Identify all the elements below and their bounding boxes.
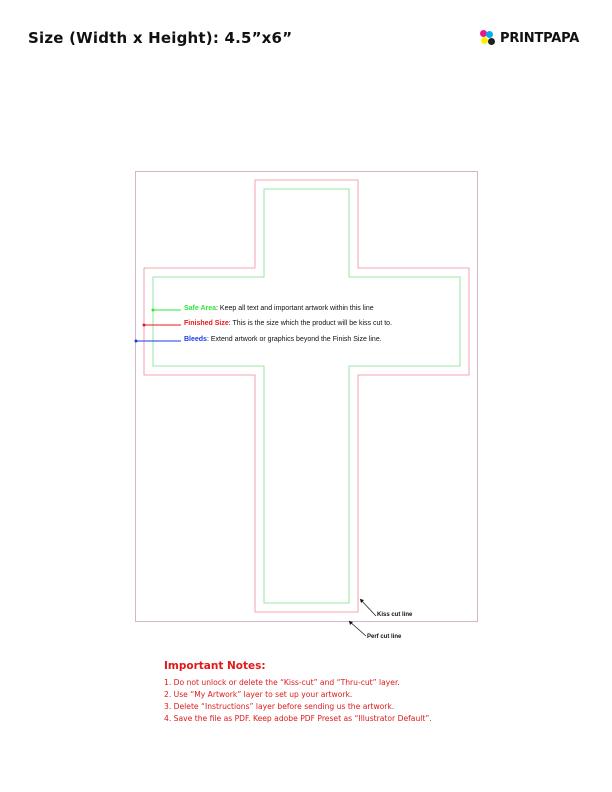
finished-size-label: Finished Size [184, 320, 229, 327]
bleeds-arrow-dot [135, 340, 138, 343]
kiss-cut-label: Kiss cut line [377, 612, 413, 618]
safe-area-legend [184, 305, 374, 312]
logo-wordmark: PRINTPAPA [500, 30, 580, 46]
perf-cut-rect [136, 172, 478, 622]
finished-size-legend [184, 320, 392, 327]
note-item: 2. Use “My Artwork” layer to set up your artwork. [164, 690, 353, 699]
safe-area-outline [153, 189, 460, 603]
safe-area-arrow-dot [152, 309, 155, 312]
finished-size-outline [144, 180, 469, 612]
important-notes [164, 660, 432, 725]
note-item: 1. Do not unlock or delete the “Kiss-cut” and “Thru-cut” layer. [164, 678, 400, 687]
bleeds-description: : Extend artwork or graphics beyond the Finish Size line. [206, 336, 382, 343]
note-item: 3. Delete “Instructions” layer before sending us the artwork. [164, 702, 395, 711]
perf-cut-label: Perf cut line [367, 634, 402, 640]
page-title: Size (Width x Height): 4.5”x6” [28, 29, 293, 47]
finished-size-arrow-dot [143, 324, 146, 327]
safe-area-label: Safe Area [184, 305, 217, 312]
finished-size-description: : This is the size which the product will be kiss cut to. [228, 320, 393, 327]
notes-heading: Important Notes: [164, 660, 266, 672]
bleeds-label: Bleeds [184, 336, 207, 343]
safe-area-description: : Keep all text and important artwork within this line [216, 305, 374, 312]
note-item: 4. Save the file as PDF. Keep adobe PDF Preset as “Illustrator Default”. [164, 714, 432, 723]
bleeds-legend [184, 336, 382, 343]
